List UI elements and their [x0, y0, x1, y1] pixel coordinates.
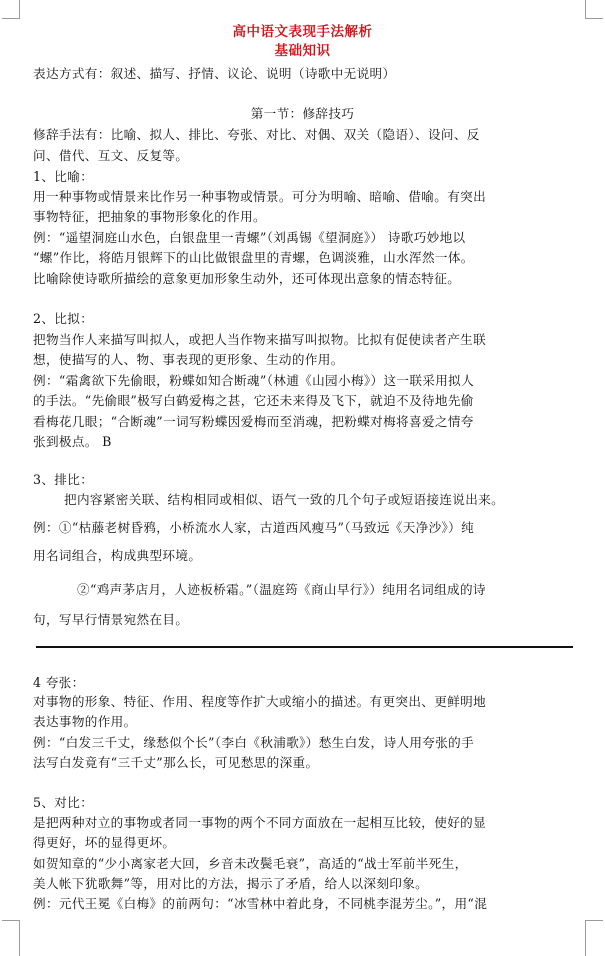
- crop-mark-top-left-h: [2, 18, 20, 19]
- document-title: 高中语文表现手法解析: [232, 24, 373, 40]
- paragraph-line: 事物特征，把抽象的事物形象化的作用。: [33, 209, 266, 224]
- item-heading-personification: 2、比拟：: [33, 311, 94, 326]
- paragraph-line: 表达事物的作用。: [33, 714, 137, 729]
- paragraph-line: 例：“白发三千丈，缘愁似个长”（李白《秋浦歌》）愁生白发，诗人用夸张的手: [33, 735, 475, 750]
- item-heading-parallelism: 3、排比：: [33, 472, 94, 487]
- item-heading-hyperbole: 4 夸张：: [33, 675, 85, 690]
- paragraph-line: 是把两种对立的事物或者同一事物的两个不同方面放在一起相互比较，使好的显: [33, 815, 487, 830]
- paragraph-line: 把内容紧密关联、结构相同或相似、语气一致的几个句子或短语接连说出来。: [64, 492, 505, 507]
- paragraph-line: 美人帐下犹歌舞”等，用对比的方法，揭示了矛盾，给人以深刻印象。: [33, 876, 429, 891]
- paragraph-line: 的手法。“先偷眼”极写白鹤爱梅之甚，它还未来得及飞下，就迫不及待地先偷: [33, 393, 474, 408]
- paragraph-line: 想，使描写的人、物、事表现的更形象、生动的作用。: [33, 352, 344, 367]
- paragraph-line: 比喻除使诗歌所描绘的意象更加形象生动外，还可体现出意象的情态特征。: [33, 271, 461, 286]
- paragraph-line: 用一种事物或情景来比作另一种事物或情景。可分为明喻、暗喻、借喻。有突出: [33, 189, 487, 204]
- paragraph-line: 用名词组合，构成典型环境。: [33, 548, 202, 563]
- crop-mark-bottom-left: [19, 920, 20, 956]
- paragraph-line: 把物当作人来描写叫拟人，或把人当作物来描写叫拟物。比拟有促使读者产生联: [33, 332, 487, 347]
- paragraph-line: 得更好，坏的显得更坏。: [33, 835, 176, 850]
- paragraph-line: 例：元代王冕《白梅》的前两句：“冰雪林中着此身，不同桃李混芳尘。”，用“混: [33, 896, 488, 911]
- crop-mark-top-right: [585, 0, 586, 18]
- paragraph-line: 例：“霜禽欲下先偷眼，粉蝶如知合断魂”（林逋《山园小梅》）这一联采用拟人: [33, 373, 475, 388]
- document-subtitle: 基础知识: [274, 43, 331, 59]
- crop-mark-top-right-h: [585, 18, 603, 19]
- crop-mark-bottom-right: [585, 920, 586, 956]
- paragraph-line: 对事物的形象、特征、作用、程度等作扩大或缩小的描述。有更突出、更鲜明地: [33, 694, 487, 709]
- crop-mark-bottom-right-h: [585, 920, 603, 921]
- paragraph-line: 表达方式有：叙述、描写、抒情、议论、说明（诗歌中无说明）: [33, 66, 396, 81]
- item-heading-contrast: 5、对比：: [33, 795, 94, 810]
- paragraph-line: 例：“遥望洞庭山水色，白银盘里一青螺”（刘禹锡《望洞庭》） 诗歌巧妙地以: [33, 230, 466, 245]
- paragraph-line: 看梅花几眼；“合断魂”一词写粉蝶因爱梅而至消魂，把粉蝶对梅将喜爱之情夸: [33, 414, 474, 429]
- item-heading-metaphor: 1、比喻：: [33, 169, 94, 184]
- paragraph-line: ②“鸡声茅店月，人迹板桥霜。”（温庭筠《商山早行》）纯用名词组成的诗: [77, 582, 486, 597]
- crop-mark-bottom-left-h: [2, 920, 20, 921]
- paragraph-line: 法写白发竟有“三千丈”那么长，可见愁思的深重。: [33, 755, 319, 770]
- paragraph-line: “螺”作比，将皓月银辉下的山比做银盘里的青螺，色调淡雅，山水浑然一体。: [33, 250, 474, 265]
- horizontal-divider: [36, 646, 573, 648]
- paragraph-line: 例：①“枯藤老树昏鸦，小桥流水人家，古道西风瘦马”（马致远《天净沙》）纯: [33, 520, 475, 535]
- paragraph-line: 修辞手法有：比喻、拟人、排比、夸张、对比、对偶、双关（隐语）、设问、反: [33, 127, 480, 142]
- paragraph-line: 句，写早行情景宛然在目。: [33, 612, 189, 627]
- paragraph-line: 张到极点。 B: [33, 434, 112, 449]
- section-heading: 第一节：修辞技巧: [250, 106, 355, 121]
- crop-mark-top-left: [19, 0, 20, 18]
- paragraph-line: 问、借代、互文、反复等。: [33, 148, 189, 163]
- paragraph-line: 如贺知章的“少小离家老大回，乡音未改鬓毛衰”，高适的“战士军前半死生，: [33, 856, 468, 871]
